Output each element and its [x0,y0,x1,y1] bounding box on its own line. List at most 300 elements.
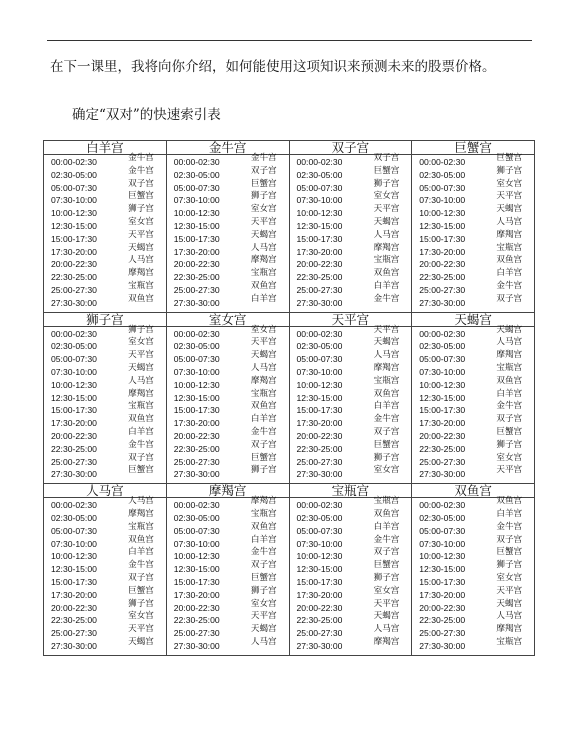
paired-sign: 金牛宫 [250,426,277,437]
time-range: 27:30-30:00 [51,640,97,651]
paired-sign: 人马宫 [250,242,277,253]
time-range: 17:30-20:00 [296,418,343,429]
time-range: 22:30-25:00 [173,272,220,283]
sign-block-rows [412,498,534,655]
paired-sign: 金牛宫 [250,547,277,558]
paired-sign: 双鱼宫 [128,293,154,304]
sign-block [166,141,289,313]
paired-sign: 天平宫 [496,465,523,476]
sign-block-header: 白羊宫 [44,141,166,155]
time-range: 20:00-22:30 [296,430,343,441]
paired-sign: 狮子宫 [250,585,277,596]
time-range: 12:30-15:00 [419,392,466,403]
paired-sign: 白羊宫 [496,268,523,279]
time-range: 27:30-30:00 [51,469,97,480]
paired-sign: 天平宫 [250,337,277,348]
time-range: 25:00-27:30 [419,456,466,467]
paired-sign: 宝瓶宫 [128,401,154,412]
sign-block-header: 人马宫 [44,484,166,498]
paired-sign: 金牛宫 [128,153,154,163]
time-range: 22:30-25:00 [173,443,220,454]
paired-sign: 金牛宫 [373,414,400,425]
time-range: 07:30-10:00 [419,195,466,206]
sign-block-rows [290,155,412,312]
time-range: 02:30-05:00 [419,169,466,180]
paired-sign: 摩羯宫 [128,388,154,399]
time-range: 07:30-10:00 [51,538,97,549]
paired-sign: 双鱼宫 [250,521,277,532]
time-range: 22:30-25:00 [419,272,466,283]
paired-sign: 狮子宫 [496,560,523,571]
paired-sign: 摩羯宫 [373,636,400,647]
time-range: 20:00-22:30 [173,259,220,270]
paired-sign: 金牛宫 [373,534,400,545]
time-range: 22:30-25:00 [296,443,343,454]
time-range: 15:00-17:30 [419,405,466,416]
paired-sign: 白羊宫 [496,388,523,399]
time-range: 27:30-30:00 [173,640,220,651]
time-range: 02:30-05:00 [296,512,343,523]
paired-sign: 宝瓶宫 [373,375,400,386]
paired-sign: 天蝎宫 [250,350,277,361]
table-row [44,141,535,313]
paired-sign: 巨蟹宫 [496,426,523,437]
time-range: 22:30-25:00 [173,615,220,626]
time-range: 12:30-15:00 [419,564,466,575]
time-range: 10:00-12:30 [51,379,97,390]
time-range: 27:30-30:00 [173,469,220,480]
paired-sign: 白羊宫 [128,426,154,437]
paired-sign: 天蝎宫 [128,242,154,253]
paired-sign: 双子宫 [373,426,400,437]
time-range: 22:30-25:00 [296,615,343,626]
index-row [412,465,534,481]
time-range: 15:00-17:30 [173,405,220,416]
time-range: 05:00-07:30 [51,354,97,365]
time-range: 20:00-22:30 [296,602,343,613]
time-range: 17:30-20:00 [173,589,220,600]
time-range: 00:00-02:30 [296,500,343,511]
time-range: 02:30-05:00 [419,341,466,352]
time-range: 17:30-20:00 [173,246,220,257]
paired-sign: 人马宫 [250,636,277,647]
paired-sign: 金牛宫 [373,293,400,304]
paired-sign: 双子宫 [250,560,277,571]
paired-sign: 室女宫 [250,598,277,609]
time-range: 07:30-10:00 [173,538,220,549]
time-range: 00:00-02:30 [51,328,97,339]
paired-sign: 宝瓶宫 [250,508,277,519]
time-range: 00:00-02:30 [173,500,220,511]
time-range: 17:30-20:00 [419,246,466,257]
time-range: 25:00-27:30 [419,628,466,639]
time-range: 25:00-27:30 [51,628,97,639]
paired-sign: 金牛宫 [250,153,277,163]
paired-sign: 狮子宫 [250,465,277,476]
time-range: 10:00-12:30 [419,551,466,562]
time-range: 22:30-25:00 [51,615,97,626]
paired-sign: 狮子宫 [128,204,154,215]
sign-block [166,484,289,656]
time-range: 17:30-20:00 [51,589,97,600]
time-range: 05:00-07:30 [419,525,466,536]
sign-block-header: 摩羯宫 [167,484,289,498]
paired-sign: 天蝎宫 [373,216,400,227]
paired-sign: 金牛宫 [496,280,523,291]
time-range: 07:30-10:00 [173,366,220,377]
paired-sign: 白羊宫 [250,414,277,425]
time-range: 25:00-27:30 [51,284,97,295]
time-range: 00:00-02:30 [296,328,343,339]
paired-sign: 白羊宫 [373,521,400,532]
time-range: 27:30-30:00 [296,297,343,308]
paired-sign: 天平宫 [250,216,277,227]
paired-sign: 宝瓶宫 [373,496,400,507]
paired-sign: 双鱼宫 [373,268,400,279]
time-range: 07:30-10:00 [296,538,343,549]
paired-sign: 室女宫 [250,204,277,215]
sign-block-header: 金牛宫 [167,141,289,155]
paired-sign: 天蝎宫 [128,636,154,647]
paired-sign: 巨蟹宫 [373,165,400,176]
paired-sign: 人马宫 [496,337,523,348]
sign-block [44,312,167,484]
paired-sign: 摩羯宫 [250,375,277,386]
time-range: 10:00-12:30 [296,379,343,390]
time-range: 12:30-15:00 [296,564,343,575]
time-range: 20:00-22:30 [51,259,97,270]
paired-sign: 人马宫 [373,229,400,240]
time-range: 07:30-10:00 [173,195,220,206]
time-range: 15:00-17:30 [419,233,466,244]
paired-sign: 人马宫 [128,375,154,386]
paired-sign: 天平宫 [496,585,523,596]
paired-sign: 双子宫 [373,547,400,558]
paired-sign: 巨蟹宫 [373,560,400,571]
time-range: 00:00-02:30 [173,328,220,339]
time-range: 25:00-27:30 [51,456,97,467]
time-range: 02:30-05:00 [173,169,220,180]
time-range: 05:00-07:30 [51,525,97,536]
table-title: 确定“双对”的快速索引表 [72,107,221,123]
time-range: 15:00-17:30 [296,576,343,587]
index-row [44,636,166,653]
time-range: 25:00-27:30 [173,456,220,467]
time-range: 05:00-07:30 [296,182,343,193]
time-range: 12:30-15:00 [51,392,97,403]
paired-sign: 金牛宫 [496,401,523,412]
time-range: 20:00-22:30 [419,259,466,270]
time-range: 00:00-02:30 [173,157,220,167]
paired-sign: 天蝎宫 [250,229,277,240]
paired-sign: 摩羯宫 [496,624,523,635]
paired-sign: 室女宫 [128,611,154,622]
time-range: 05:00-07:30 [173,525,220,536]
paired-sign: 狮子宫 [496,439,523,450]
time-range: 12:30-15:00 [296,220,343,231]
time-range: 05:00-07:30 [296,525,343,536]
paired-sign: 摩羯宫 [250,496,277,507]
paired-sign: 白羊宫 [250,293,277,304]
paired-sign: 巨蟹宫 [496,547,523,558]
time-range: 07:30-10:00 [51,195,97,206]
quick-index-table [43,140,535,656]
paired-sign: 天平宫 [128,229,154,240]
paired-sign: 室女宫 [496,178,523,189]
paired-sign: 天平宫 [373,204,400,215]
paired-sign: 白羊宫 [496,508,523,519]
index-row [167,465,289,481]
time-range: 12:30-15:00 [173,564,220,575]
paired-sign: 双子宫 [496,293,523,304]
time-range: 00:00-02:30 [51,157,97,167]
time-range: 17:30-20:00 [296,246,343,257]
sign-block-rows [167,498,289,655]
time-range: 27:30-30:00 [173,297,220,308]
sign-block-rows [44,324,166,484]
sign-block [289,484,412,656]
paired-sign: 巨蟹宫 [250,452,277,463]
time-range: 22:30-25:00 [51,443,97,454]
time-range: 05:00-07:30 [419,182,466,193]
paired-sign: 双鱼宫 [496,255,523,266]
paired-sign: 宝瓶宫 [250,268,277,279]
paired-sign: 宝瓶宫 [496,362,523,373]
time-range: 10:00-12:30 [51,208,97,219]
time-range: 25:00-27:30 [419,284,466,295]
time-range: 05:00-07:30 [173,354,220,365]
paired-sign: 人马宫 [373,624,400,635]
paired-sign: 摩羯宫 [373,362,400,373]
time-range: 25:00-27:30 [296,284,343,295]
time-range: 15:00-17:30 [419,576,466,587]
time-range: 15:00-17:30 [51,405,97,416]
paired-sign: 室女宫 [373,585,400,596]
paired-sign: 室女宫 [496,572,523,583]
time-range: 10:00-12:30 [296,551,343,562]
paired-sign: 天平宫 [373,598,400,609]
top-rule [47,40,532,41]
time-range: 27:30-30:00 [419,469,466,480]
time-range: 10:00-12:30 [51,551,97,562]
paired-sign: 天平宫 [496,191,523,202]
time-range: 10:00-12:30 [419,379,466,390]
time-range: 17:30-20:00 [51,418,97,429]
time-range: 02:30-05:00 [419,512,466,523]
paired-sign: 人马宫 [250,362,277,373]
paired-sign: 金牛宫 [128,560,154,571]
paired-sign: 双子宫 [496,414,523,425]
sign-block-rows [44,498,166,655]
paired-sign: 室女宫 [373,191,400,202]
paired-sign: 宝瓶宫 [496,242,523,253]
time-range: 05:00-07:30 [419,354,466,365]
paired-sign: 人马宫 [496,216,523,227]
paired-sign: 白羊宫 [373,401,400,412]
sign-block [289,312,412,484]
paired-sign: 摩羯宫 [496,350,523,361]
paired-sign: 天蝎宫 [250,624,277,635]
sign-block-header: 双子宫 [290,141,412,155]
time-range: 20:00-22:30 [51,430,97,441]
paired-sign: 狮子宫 [496,165,523,176]
paired-sign: 金牛宫 [496,521,523,532]
time-range: 20:00-22:30 [51,602,97,613]
time-range: 07:30-10:00 [296,366,343,377]
time-range: 10:00-12:30 [173,379,220,390]
sign-block-rows [167,155,289,312]
time-range: 17:30-20:00 [296,589,343,600]
paired-sign: 人马宫 [128,496,154,507]
time-range: 02:30-05:00 [173,341,220,352]
time-range: 17:30-20:00 [419,589,466,600]
paired-sign: 室女宫 [250,324,277,335]
time-range: 15:00-17:30 [51,576,97,587]
time-range: 02:30-05:00 [296,341,343,352]
sign-block [412,141,535,313]
time-range: 17:30-20:00 [173,418,220,429]
paired-sign: 金牛宫 [128,439,154,450]
time-range: 27:30-30:00 [419,297,466,308]
sign-block-rows [167,324,289,484]
paired-sign: 巨蟹宫 [128,191,154,202]
paired-sign: 巨蟹宫 [128,465,154,476]
table-row [44,312,535,484]
time-range: 15:00-17:30 [296,405,343,416]
time-range: 00:00-02:30 [51,500,97,511]
paired-sign: 巨蟹宫 [128,585,154,596]
sign-block-header: 天蝎宫 [412,313,534,327]
time-range: 02:30-05:00 [296,169,343,180]
paired-sign: 天蝎宫 [496,204,523,215]
paired-sign: 摩羯宫 [128,508,154,519]
time-range: 12:30-15:00 [419,220,466,231]
time-range: 22:30-25:00 [419,443,466,454]
index-row [290,465,412,481]
index-row [167,293,289,310]
paired-sign: 双子宫 [128,178,154,189]
paired-sign: 室女宫 [128,216,154,227]
sign-block [412,484,535,656]
paired-sign: 狮子宫 [128,324,154,335]
index-row [44,465,166,481]
paired-sign: 双鱼宫 [250,280,277,291]
sign-block-rows [412,324,534,484]
paired-sign: 天蝎宫 [373,337,400,348]
time-range: 27:30-30:00 [51,297,97,308]
time-range: 05:00-07:30 [51,182,97,193]
time-range: 12:30-15:00 [296,392,343,403]
paired-sign: 巨蟹宫 [250,572,277,583]
paired-sign: 双鱼宫 [496,496,523,507]
index-row [167,636,289,653]
paired-sign: 宝瓶宫 [128,521,154,532]
paired-sign: 天蝎宫 [496,324,523,335]
paired-sign: 人马宫 [128,255,154,266]
paired-sign: 天蝎宫 [128,362,154,373]
paired-sign: 宝瓶宫 [128,280,154,291]
time-range: 27:30-30:00 [296,640,343,651]
paired-sign: 天蝎宫 [373,611,400,622]
time-range: 10:00-12:30 [419,208,466,219]
paired-sign: 室女宫 [373,465,400,476]
time-range: 02:30-05:00 [173,512,220,523]
index-row [290,636,412,653]
paired-sign: 室女宫 [496,452,523,463]
time-range: 12:30-15:00 [173,220,220,231]
sign-block-rows [412,155,534,312]
paired-sign: 宝瓶宫 [373,255,400,266]
paired-sign: 天平宫 [128,350,154,361]
sign-block-header: 宝瓶宫 [290,484,412,498]
paired-sign: 双子宫 [128,452,154,463]
time-range: 05:00-07:30 [173,182,220,193]
paired-sign: 狮子宫 [373,178,400,189]
time-range: 20:00-22:30 [173,602,220,613]
time-range: 00:00-02:30 [419,500,466,511]
sign-block [412,312,535,484]
paired-sign: 双子宫 [496,534,523,545]
paired-sign: 巨蟹宫 [250,178,277,189]
time-range: 27:30-30:00 [296,469,343,480]
paired-sign: 双子宫 [250,439,277,450]
paired-sign: 摩羯宫 [373,242,400,253]
time-range: 17:30-20:00 [419,418,466,429]
index-row [412,293,534,310]
paired-sign: 摩羯宫 [496,229,523,240]
sign-block [44,484,167,656]
paired-sign: 天平宫 [373,324,400,335]
paired-sign: 双鱼宫 [373,388,400,399]
paired-sign: 双鱼宫 [250,401,277,412]
time-range: 07:30-10:00 [51,366,97,377]
time-range: 02:30-05:00 [51,512,97,523]
time-range: 07:30-10:00 [296,195,343,206]
time-range: 17:30-20:00 [51,246,97,257]
paired-sign: 金牛宫 [128,165,154,176]
paired-sign: 白羊宫 [128,547,154,558]
time-range: 12:30-15:00 [173,392,220,403]
time-range: 25:00-27:30 [296,456,343,467]
time-range: 10:00-12:30 [173,551,220,562]
paired-sign: 天平宫 [250,611,277,622]
paired-sign: 人马宫 [496,611,523,622]
sign-block-header: 天平宫 [290,313,412,327]
paired-sign: 双鱼宫 [373,508,400,519]
time-range: 22:30-25:00 [419,615,466,626]
time-range: 02:30-05:00 [51,341,97,352]
time-range: 22:30-25:00 [51,272,97,283]
index-row [44,293,166,310]
time-range: 12:30-15:00 [51,564,97,575]
time-range: 07:30-10:00 [419,538,466,549]
time-range: 27:30-30:00 [419,640,466,651]
paired-sign: 天蝎宫 [496,598,523,609]
paired-sign: 天平宫 [128,624,154,635]
sign-block-rows [290,324,412,484]
time-range: 07:30-10:00 [419,366,466,377]
time-range: 15:00-17:30 [173,576,220,587]
time-range: 20:00-22:30 [173,430,220,441]
paired-sign: 双子宫 [250,165,277,176]
time-range: 25:00-27:30 [173,628,220,639]
time-range: 25:00-27:30 [296,628,343,639]
sign-block [44,141,167,313]
table-row [44,484,535,656]
intro-paragraph: 在下一课里，我将向你介绍，如何能使用这项知识来预测未来的股票价格。 [50,59,496,75]
sign-block-header: 双鱼宫 [412,484,534,498]
time-range: 15:00-17:30 [173,233,220,244]
